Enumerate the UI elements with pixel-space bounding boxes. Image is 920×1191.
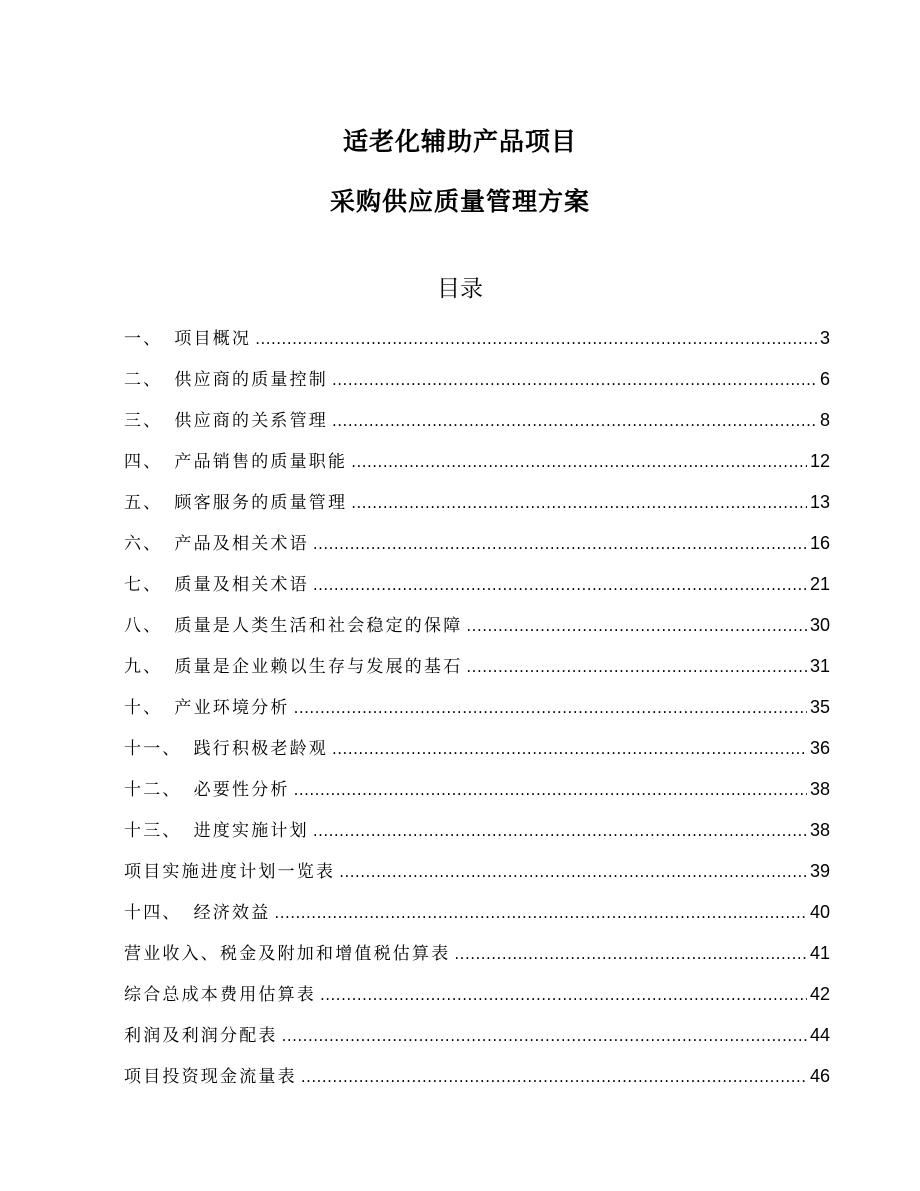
toc-entry-text: 项目概况 xyxy=(174,329,252,349)
toc-entry-text: 必要性分析 xyxy=(193,780,290,800)
toc-dot-leader xyxy=(466,606,807,647)
toc-page-number: 8 xyxy=(819,410,830,430)
toc-entry[interactable] xyxy=(124,564,830,605)
toc-dot-leader xyxy=(351,483,807,524)
toc-dot-leader xyxy=(294,770,807,811)
toc-dot-leader xyxy=(339,852,807,893)
toc-dot-leader xyxy=(332,360,817,401)
toc-entry-number: 六、 xyxy=(124,534,163,554)
toc-entry[interactable] xyxy=(124,1015,830,1056)
toc-entry[interactable] xyxy=(124,400,830,441)
toc-entry-label xyxy=(124,606,462,647)
toc-page-number: 16 xyxy=(809,533,830,553)
toc-entry-text: 践行积极老龄观 xyxy=(193,739,329,759)
toc-page-number: 13 xyxy=(809,492,830,512)
toc-entry-text: 经济效益 xyxy=(193,903,271,923)
document-title-line-2: 采购供应质量管理方案 xyxy=(329,187,590,216)
toc-entry[interactable] xyxy=(124,441,830,482)
toc-entry-number: 十四、 xyxy=(124,903,182,923)
toc-page-number: 35 xyxy=(809,697,830,717)
toc-entry[interactable] xyxy=(124,974,830,1015)
toc-entry-text: 质量及相关术语 xyxy=(174,575,309,595)
toc-entry[interactable] xyxy=(124,687,830,728)
toc-page-number: 38 xyxy=(809,820,830,840)
toc-page-number: 12 xyxy=(809,451,830,471)
toc-entry[interactable] xyxy=(124,482,830,523)
toc-entry-text: 顾客服务的质量管理 xyxy=(174,493,348,513)
toc-entry-label xyxy=(124,688,290,729)
toc-entry[interactable] xyxy=(124,605,830,646)
table-of-contents xyxy=(124,318,830,1097)
toc-page-number: 30 xyxy=(809,615,830,635)
toc-entry-number: 十、 xyxy=(124,698,163,718)
toc-entry-text: 供应商的关系管理 xyxy=(174,411,329,431)
toc-entry-text: 项目实施进度计划一览表 xyxy=(124,862,336,882)
toc-dot-leader xyxy=(313,811,807,852)
document-title-line-1: 适老化辅助产品项目 xyxy=(342,127,577,156)
toc-entry[interactable] xyxy=(124,892,830,933)
toc-entry-label xyxy=(124,1057,297,1098)
toc-page-number: 40 xyxy=(809,902,830,922)
toc-entry-number: 八、 xyxy=(124,616,163,636)
toc-dot-leader xyxy=(454,934,807,975)
toc-entry-label xyxy=(124,934,450,975)
toc-dot-leader xyxy=(255,319,817,360)
toc-page-number: 42 xyxy=(809,984,830,1004)
toc-page-number: 41 xyxy=(809,943,830,963)
toc-entry-text: 产品销售的质量职能 xyxy=(174,452,348,472)
toc-entry-label xyxy=(124,647,462,688)
toc-entry-text: 利润及利润分配表 xyxy=(124,1026,278,1046)
toc-heading: 目录 xyxy=(437,276,483,302)
toc-entry[interactable] xyxy=(124,933,830,974)
toc-page-number: 36 xyxy=(809,738,830,758)
toc-entry-number: 九、 xyxy=(124,657,163,677)
toc-entry-label xyxy=(124,729,328,770)
toc-entry-text: 项目投资现金流量表 xyxy=(124,1067,297,1087)
toc-entry-text: 质量是企业赖以生存与发展的基石 xyxy=(174,657,463,677)
toc-page-number: 3 xyxy=(819,328,830,348)
toc-entry-label xyxy=(124,483,347,524)
toc-entry-number: 十三、 xyxy=(124,821,182,841)
toc-entry[interactable] xyxy=(124,359,830,400)
toc-entry-label xyxy=(124,1016,278,1057)
toc-entry-label xyxy=(124,893,270,934)
toc-entry-number: 十二、 xyxy=(124,780,182,800)
toc-dot-leader xyxy=(466,647,807,688)
toc-entry-label xyxy=(124,319,251,360)
toc-dot-leader xyxy=(274,893,807,934)
toc-entry-label xyxy=(124,811,309,852)
toc-entry-label xyxy=(124,770,290,811)
toc-page-number: 21 xyxy=(809,574,830,594)
toc-entry[interactable] xyxy=(124,769,830,810)
toc-entry-label xyxy=(124,524,309,565)
toc-page-number: 6 xyxy=(819,369,830,389)
toc-page-number: 46 xyxy=(809,1066,830,1086)
toc-entry-label xyxy=(124,442,347,483)
toc-entry-label xyxy=(124,401,328,442)
toc-entry-label xyxy=(124,565,309,606)
toc-dot-leader xyxy=(332,401,817,442)
toc-dot-leader xyxy=(294,688,807,729)
toc-page-number: 38 xyxy=(809,779,830,799)
toc-entry-number: 一、 xyxy=(124,329,163,349)
toc-dot-leader xyxy=(301,1057,807,1098)
toc-entry-number: 二、 xyxy=(124,370,163,390)
toc-entry-number: 四、 xyxy=(124,452,163,472)
toc-entry-number: 三、 xyxy=(124,411,163,431)
toc-entry-text: 进度实施计划 xyxy=(193,821,309,841)
toc-entry-number: 十一、 xyxy=(124,739,182,759)
toc-entry-number: 七、 xyxy=(124,575,163,595)
toc-dot-leader xyxy=(320,975,807,1016)
toc-dot-leader xyxy=(332,729,807,770)
toc-entry-text: 质量是人类生活和社会稳定的保障 xyxy=(174,616,463,636)
toc-entry-text: 营业收入、税金及附加和增值税估算表 xyxy=(124,944,451,964)
toc-entry[interactable] xyxy=(124,1056,830,1097)
toc-dot-leader xyxy=(282,1016,807,1057)
toc-entry[interactable] xyxy=(124,646,830,687)
toc-dot-leader xyxy=(313,565,807,606)
toc-entry-label xyxy=(124,852,335,893)
toc-entry[interactable] xyxy=(124,851,830,892)
toc-entry-text: 供应商的质量控制 xyxy=(174,370,329,390)
toc-entry[interactable] xyxy=(124,810,830,851)
toc-entry-text: 产品及相关术语 xyxy=(174,534,309,554)
toc-entry-number: 五、 xyxy=(124,493,163,513)
toc-entry[interactable] xyxy=(124,318,830,359)
toc-entry[interactable] xyxy=(124,523,830,564)
toc-entry-text: 产业环境分析 xyxy=(174,698,290,718)
toc-dot-leader xyxy=(351,442,807,483)
toc-page-number: 39 xyxy=(809,861,830,881)
toc-entry-label xyxy=(124,975,316,1016)
toc-entry[interactable] xyxy=(124,728,830,769)
toc-page-number: 44 xyxy=(809,1025,830,1045)
toc-page-number: 31 xyxy=(809,656,830,676)
toc-dot-leader xyxy=(313,524,807,565)
toc-entry-label xyxy=(124,360,328,401)
toc-entry-text: 综合总成本费用估算表 xyxy=(124,985,316,1005)
